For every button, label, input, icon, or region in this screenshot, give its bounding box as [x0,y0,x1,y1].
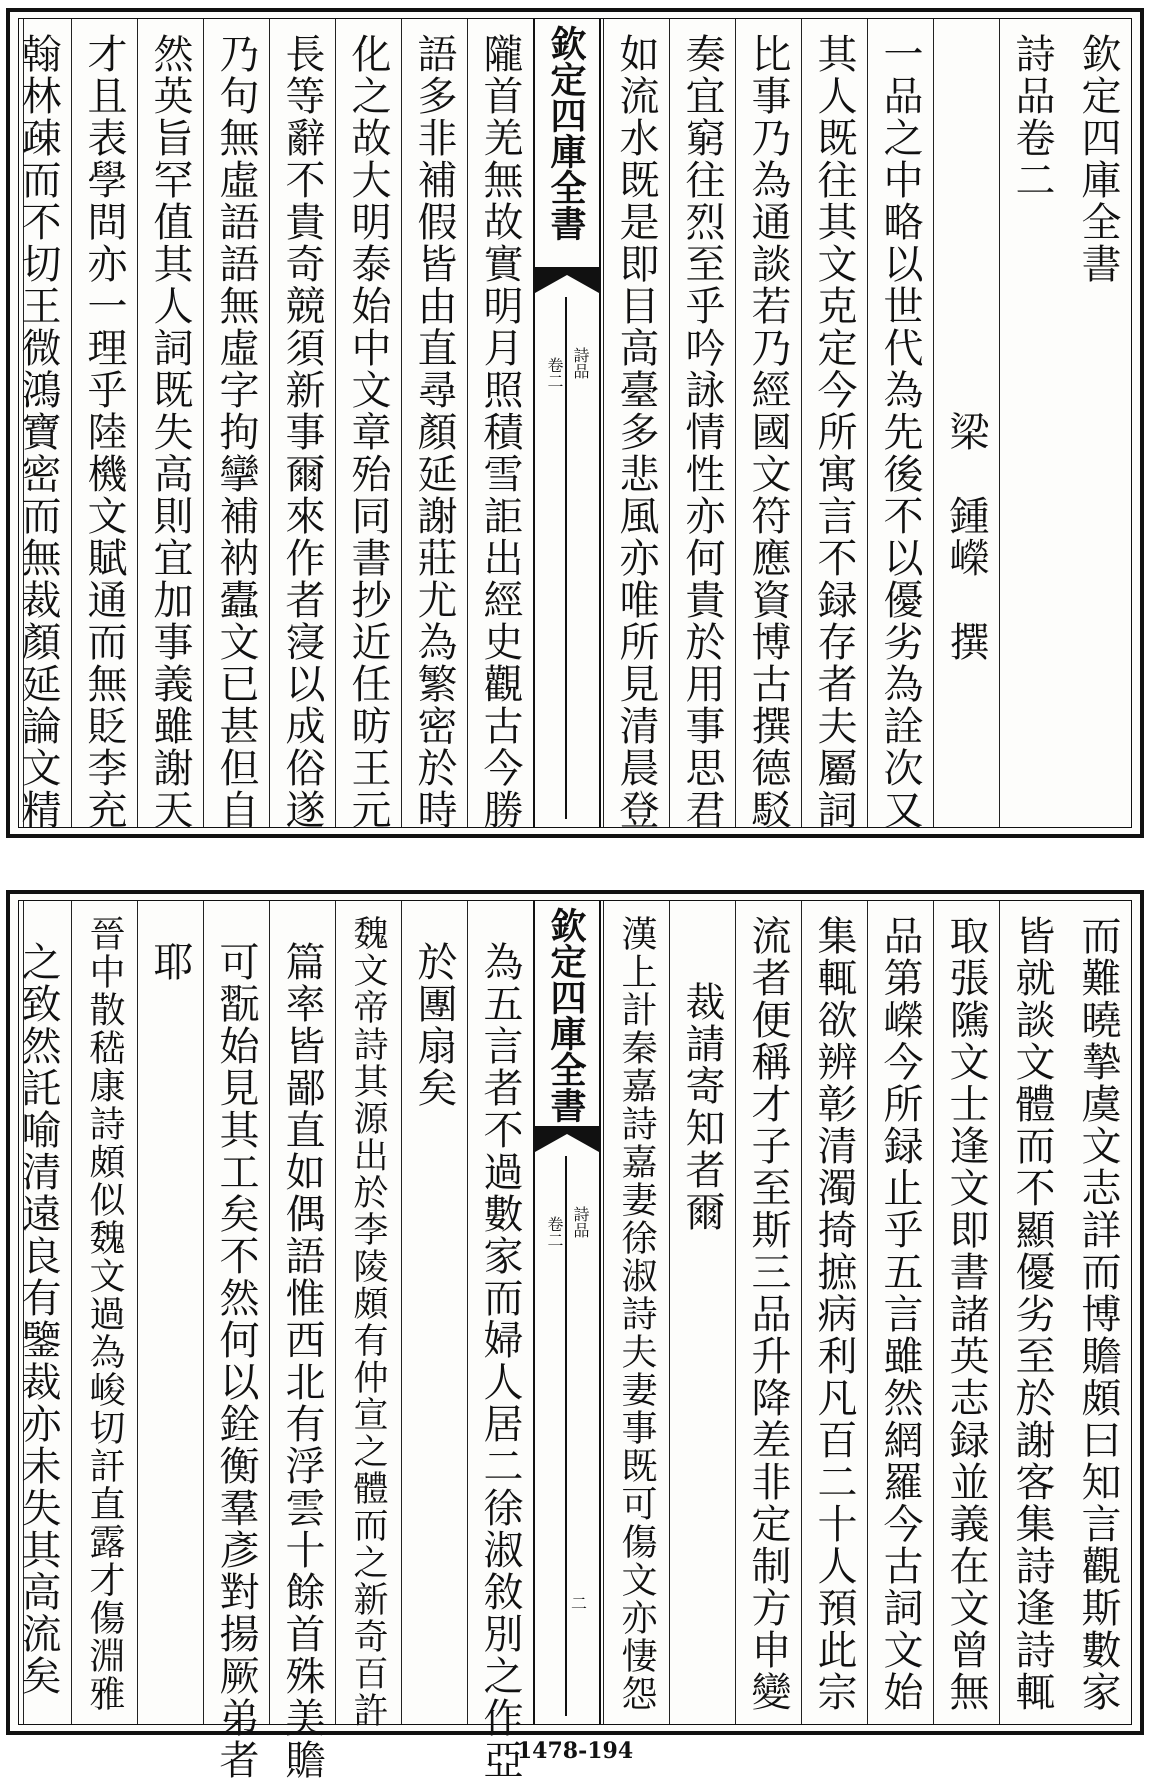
text-column: 耶 [147,941,193,983]
top-col-10 [401,19,467,831]
top-col-9 [467,19,533,831]
text-column: 長等辭不貴奇競須新事爾來作者寖以成俗遂 [279,33,325,831]
top-col-2 [999,19,1065,827]
text-column: 語多非補假皆由直尋顏延謝莊尤為繁密於時 [411,33,457,831]
text-column: 晉中散嵇康詩頗似魏文過為峻切訐直露才傷淵雅 [84,915,125,1713]
bottom-col-3 [933,901,999,1724]
text-column: 詩品卷二 [1009,33,1055,201]
text-column: 才且表學問亦一理乎陸機文賦通而無貶李充 [81,33,127,831]
top-col-3 [933,19,999,827]
author-line: 梁 鍾嶸 撰 [943,33,989,663]
text-column: 可翫始見其工矣不然何以銓衡羣彥對揚厥弟者 [213,941,259,1781]
center-volume: 卷二 [545,357,564,389]
top-col-13 [203,19,269,831]
top-col-6 [735,19,801,831]
text-column: 集輒欲辨彰清濁掎摭病利凡百二十人預此宗 [811,915,857,1713]
text-column: 取張隲文士逢文即書諸英志録並義在文曾無 [943,915,989,1713]
bottom-col-1 [1065,901,1131,1724]
text-column: 為五言者不過數家而婦人居二徐淑敘別之作亞 [477,941,523,1781]
fishtail-icon [535,1126,599,1152]
text-column: 流者便稱才子至斯三品升降差非定制方申變 [745,915,791,1713]
bottom-col-5 [801,901,867,1724]
fishtail-icon [535,267,599,293]
top-col-14 [137,19,203,831]
top-center-fold [533,19,601,827]
top-col-8 [603,19,669,831]
center-page-number: 二 [571,1594,588,1613]
bottom-col-8 [603,901,669,1724]
text-column: 隴首羌無故實明月照積雪詎出經史觀古今勝 [477,33,523,831]
bottom-center-fold [533,901,601,1724]
top-col-12 [269,19,335,831]
center-book: 詩品 [571,347,590,379]
text-column: 奏宜窮往烈至乎吟詠情性亦何貴於用事思君 [679,33,725,831]
page-reference: 1478-194 [516,1738,634,1764]
top-col-16 [15,19,71,831]
bottom-col-12 [269,901,335,1781]
text-column: 於團扇矣 [411,941,457,1109]
bottom-col-9 [467,901,533,1781]
top-col-15 [71,19,137,831]
top-col-1 [1065,19,1131,827]
top-page-frame [15,18,1132,831]
center-title: 欽定四庫全書 [545,907,587,1123]
text-column: 其人既往其文克定今所寓言不録存者夫屬詞 [811,33,857,831]
text-column: 翰林疎而不切王微鴻寶密而無裁顏延論文精 [15,33,61,831]
text-column: 一品之中略以世代為先後不以優劣為詮次又 [877,33,923,831]
text-column: 比事乃為通談若乃經國文符應資博古撰德駁 [745,33,791,831]
bottom-col-11 [335,901,401,1729]
text-column: 欽定四庫全書 [1075,33,1121,285]
top-col-5 [801,19,867,831]
text-column: 魏文帝詩其源出於李陵頗有仲宣之體而之新奇百許 [348,915,388,1729]
top-col-7 [669,19,735,831]
text-column: 篇率皆鄙直如偶語惟西北有浮雲十餘首殊美贍 [279,941,325,1781]
text-column: 然英旨罕值其人詞既失高則宜加事義雖謝天 [147,33,193,831]
center-volume: 卷二 [545,1216,564,1248]
bottom-col-10 [401,901,467,1724]
top-col-4 [867,19,933,831]
text-column: 漢上計秦嘉詩嘉妻徐淑詩夫妻事既可傷文亦悽怨 [616,915,657,1713]
bottom-col-7 [669,901,735,1724]
text-column: 裁請寄知者爾 [679,981,725,1233]
center-title: 欽定四庫全書 [545,25,587,241]
bottom-col-6 [735,901,801,1724]
bottom-col-15 [71,901,137,1724]
text-column: 乃句無虛語語無虛字拘攣補衲蠹文已甚但自 [213,33,259,831]
text-column: 皆就談文體而不顯優劣至於謝客集詩逢詩輒 [1009,915,1055,1713]
text-column: 化之故大明泰始中文章殆同書抄近任昉王元 [345,33,391,831]
text-column: 品第嶸今所録止乎五言雖然網羅今古詞文始 [877,915,923,1713]
center-divider [565,297,567,819]
bottom-col-2 [999,901,1065,1724]
text-column: 如流水既是即目高臺多悲風亦唯所見清晨登 [613,33,659,831]
text-column: 之致然託喻清遠良有鑒裁亦未失其高流矣 [15,941,61,1697]
top-page [6,8,1144,838]
bottom-col-14 [137,901,203,1724]
text-column: 而難曉摯虞文志詳而博贍頗曰知言觀斯數家 [1075,915,1121,1713]
center-book: 詩品 [571,1206,590,1238]
top-col-11 [335,19,401,831]
bottom-col-16 [15,901,71,1724]
center-divider [565,1156,567,1716]
bottom-col-4 [867,901,933,1724]
bottom-col-13 [203,901,269,1781]
